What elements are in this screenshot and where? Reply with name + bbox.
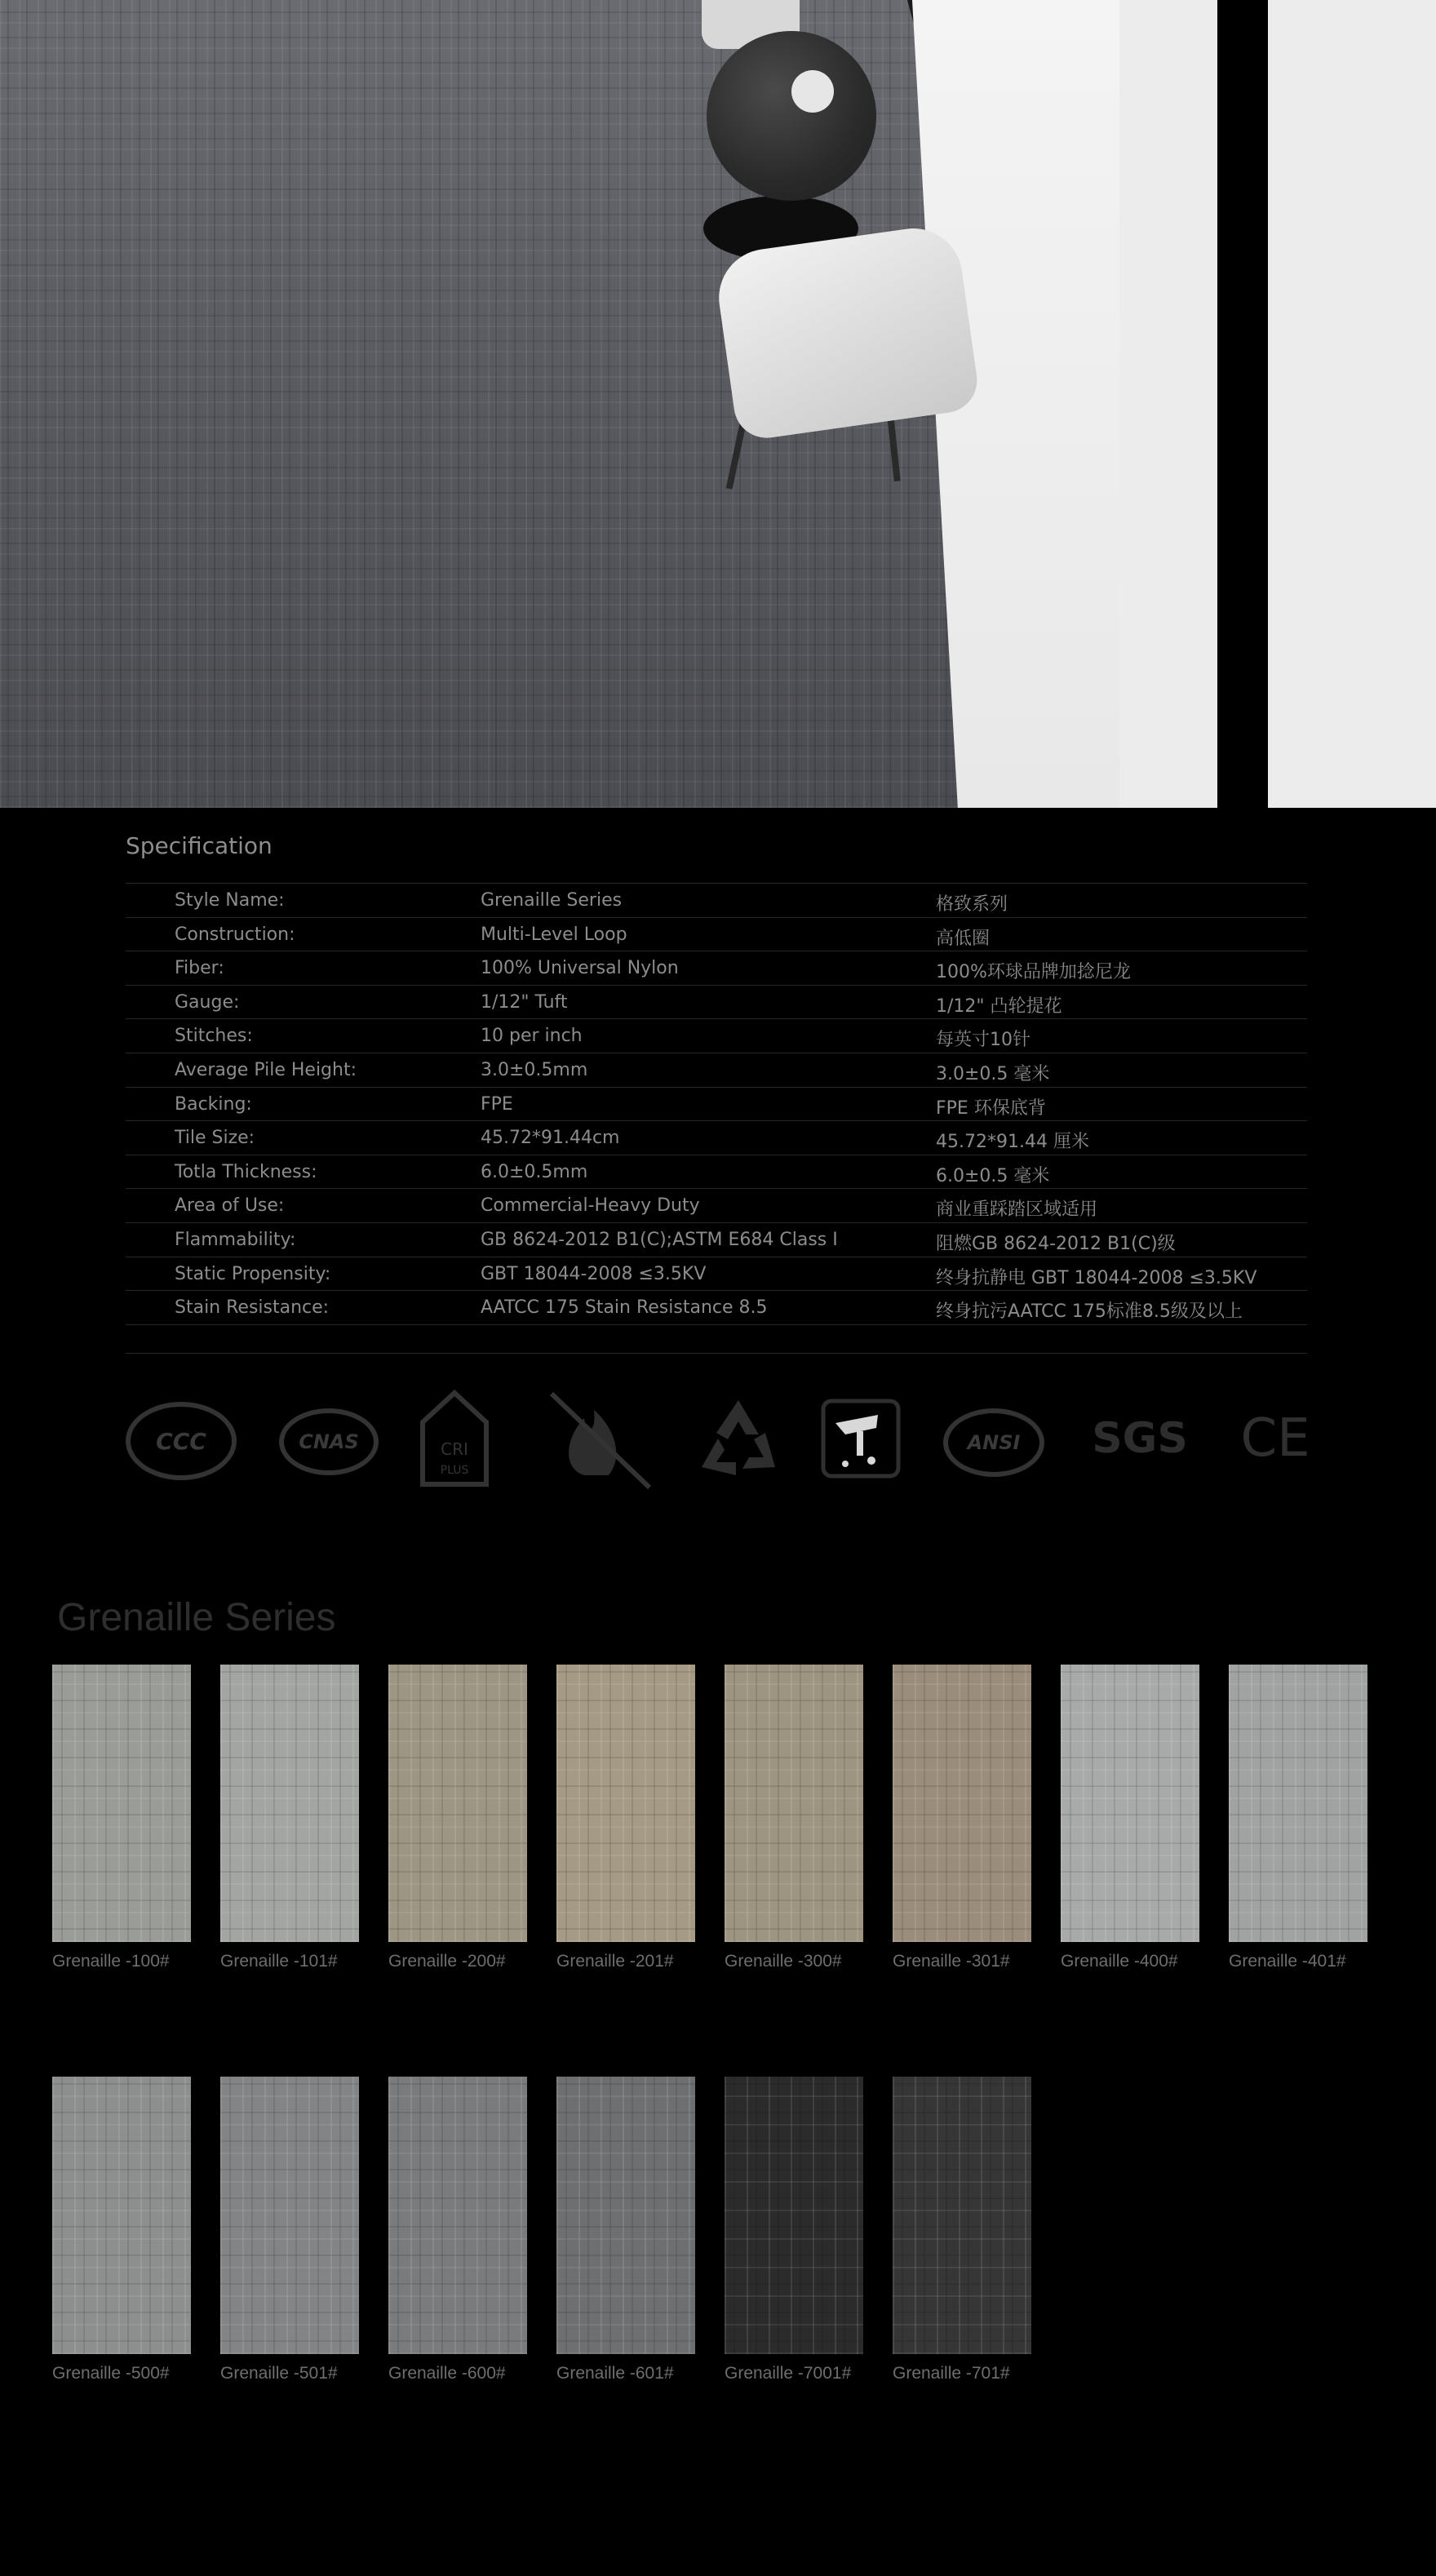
- carpet-swatch: [1061, 1665, 1199, 1942]
- spec-value: GB 8624-2012 B1(C);ASTM E684 Class I: [481, 1229, 838, 1250]
- spec-value: FPE: [481, 1093, 513, 1115]
- spec-label: Gauge:: [175, 991, 240, 1013]
- spec-label: Area of Use:: [175, 1195, 285, 1217]
- carpet-swatch: [556, 1665, 695, 1942]
- spec-row: [126, 1291, 1307, 1325]
- series-title: Grenaille Series: [57, 1596, 336, 1639]
- carpet-swatch: [220, 1665, 359, 1942]
- spec-label: Tile Size:: [175, 1128, 255, 1149]
- white-panel: [1268, 0, 1436, 808]
- spec-divider: [126, 1353, 1307, 1354]
- spec-value: 10 per inch: [481, 1026, 583, 1047]
- carpet-swatch: [893, 1665, 1031, 1942]
- spec-row: [126, 1088, 1307, 1122]
- spec-value-chinese: 100%环球品牌加捻尼龙: [936, 962, 1131, 983]
- sgs-icon: SGS: [1092, 1414, 1188, 1463]
- swatch-label: Grenaille -600#: [388, 2364, 506, 2383]
- carpet-swatch: [388, 1665, 527, 1942]
- spec-value: GBT 18044-2008 ≤3.5KV: [481, 1263, 707, 1284]
- swatch-label: Grenaille -501#: [220, 2364, 338, 2383]
- carpet-swatch: [893, 2077, 1031, 2354]
- carpet-swatch: [52, 1665, 191, 1942]
- swatch-label: Grenaille -200#: [388, 1952, 506, 1971]
- ansi-icon: ANSI: [943, 1408, 1044, 1477]
- spec-row: [126, 951, 1307, 986]
- spec-value: AATCC 175 Stain Resistance 8.5: [481, 1297, 768, 1319]
- cnas-icon: CNAS: [279, 1408, 379, 1475]
- specification-table: [126, 883, 1307, 1325]
- spec-row: [126, 1121, 1307, 1155]
- spec-value-chinese: 终身抗污AATCC 175标准8.5级及以上: [936, 1301, 1243, 1323]
- carpet-swatch: [725, 1665, 863, 1942]
- spec-label: Fiber:: [175, 958, 224, 979]
- spec-value-chinese: 3.0±0.5 毫米: [936, 1063, 1050, 1084]
- spec-row: [126, 918, 1307, 952]
- spec-value: 1/12" Tuft: [481, 991, 568, 1013]
- spec-row: [126, 1053, 1307, 1088]
- cup: [791, 70, 834, 113]
- spec-value: 45.72*91.44cm: [481, 1128, 620, 1149]
- spec-label: Static Propensity:: [175, 1263, 331, 1284]
- spec-value: Commercial-Heavy Duty: [481, 1195, 700, 1217]
- ccc-icon: CCC: [126, 1402, 237, 1480]
- swatch-label: Grenaille -201#: [556, 1952, 674, 1971]
- white-panel: [1119, 0, 1217, 808]
- swatch-label: Grenaille -101#: [220, 1952, 338, 1971]
- spec-value: 6.0±0.5mm: [481, 1161, 588, 1182]
- swatch-label: Grenaille -401#: [1229, 1952, 1346, 1971]
- spec-label: Stain Resistance:: [175, 1297, 330, 1319]
- spec-row: [126, 1155, 1307, 1190]
- spec-value-chinese: 45.72*91.44 厘米: [936, 1132, 1089, 1153]
- spec-label: Stitches:: [175, 1026, 253, 1047]
- swatch-label: Grenaille -7001#: [725, 2364, 852, 2383]
- swatch-label: Grenaille -301#: [893, 1952, 1010, 1971]
- spec-row: [126, 1223, 1307, 1257]
- swatch-label: Grenaille -300#: [725, 1952, 842, 1971]
- carpet-swatch: [388, 2077, 527, 2354]
- cri-plus-icon: [419, 1390, 490, 1488]
- swatch-label: Grenaille -601#: [556, 2364, 674, 2383]
- white-chair: [712, 222, 981, 442]
- swatch-label: Grenaille -500#: [52, 2364, 170, 2383]
- spec-label: Style Name:: [175, 890, 285, 911]
- spec-value: 100% Universal Nylon: [481, 958, 679, 979]
- spec-row: [126, 986, 1307, 1020]
- spec-label: Backing:: [175, 1093, 252, 1115]
- spec-value: Multi-Level Loop: [481, 924, 627, 945]
- spec-value-chinese: 商业重踩踏区域适用: [936, 1199, 1098, 1221]
- spec-row: [126, 884, 1307, 918]
- spec-value-chinese: 阻燃GB 8624-2012 B1(C)级: [936, 1233, 1176, 1254]
- hero-photo: [0, 0, 1436, 808]
- spec-value: Grenaille Series: [481, 890, 623, 911]
- specification-title: Specification: [126, 832, 273, 859]
- swatch-label: Grenaille -100#: [52, 1952, 170, 1971]
- spec-row: [126, 1019, 1307, 1053]
- stain-resistance-icon: [821, 1399, 901, 1479]
- spec-row: [126, 1189, 1307, 1223]
- spec-label: Construction:: [175, 924, 295, 945]
- round-table: [707, 31, 876, 201]
- carpet-swatch: [556, 2077, 695, 2354]
- svg-text:CRI: CRI: [441, 1439, 468, 1459]
- spec-row: [126, 1257, 1307, 1292]
- spec-value-chinese: 6.0±0.5 毫米: [936, 1165, 1050, 1186]
- ce-icon: CE: [1240, 1408, 1310, 1469]
- no-fire-icon: [535, 1386, 658, 1492]
- swatch-label: Grenaille -400#: [1061, 1952, 1178, 1971]
- svg-text:PLUS: PLUS: [440, 1464, 469, 1477]
- panel-gap: [1217, 0, 1268, 808]
- carpet-swatch: [725, 2077, 863, 2354]
- spec-value: 3.0±0.5mm: [481, 1059, 588, 1080]
- spec-value-chinese: 1/12" 凸轮提花: [936, 995, 1062, 1017]
- recycle-icon: [694, 1394, 783, 1483]
- spec-value-chinese: 高低圈: [936, 928, 991, 949]
- spec-label: Average Pile Height:: [175, 1059, 357, 1080]
- spec-value-chinese: FPE 环保底背: [936, 1097, 1046, 1119]
- carpet-swatch: [220, 2077, 359, 2354]
- swatch-label: Grenaille -701#: [893, 2364, 1010, 2383]
- spec-value-chinese: 终身抗静电 GBT 18044-2008 ≤3.5KV: [936, 1267, 1257, 1288]
- carpet-swatch: [52, 2077, 191, 2354]
- carpet-swatch: [1229, 1665, 1367, 1942]
- spec-value-chinese: 格致系列: [936, 894, 1008, 915]
- certification-icons: [122, 1386, 1314, 1492]
- spec-label: Flammability:: [175, 1229, 296, 1250]
- spec-label: Totla Thickness:: [175, 1161, 317, 1182]
- spec-value-chinese: 每英寸10针: [936, 1030, 1030, 1051]
